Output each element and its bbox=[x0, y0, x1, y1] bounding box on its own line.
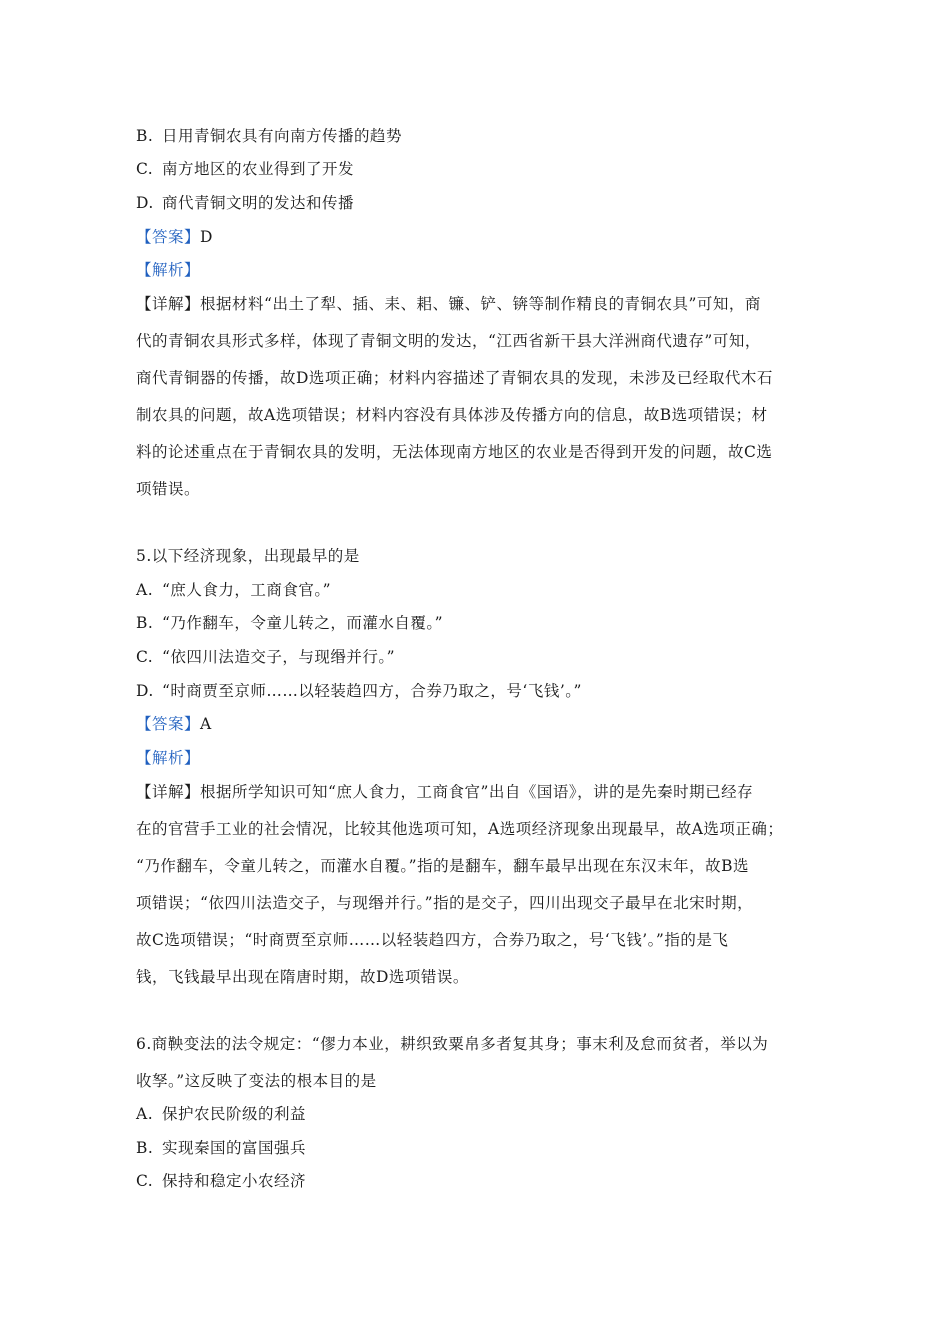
q5-detail-line: 故C选项错误；“时商贾至京师……以轻装趋四方，合券乃取之，号‘飞钱’。”指的是飞 bbox=[136, 931, 729, 949]
q5-detail-line: “乃作翻车，令童儿转之，而灌水自覆。”指的是翻车，翻车最早出现在东汉末年，故B选 bbox=[136, 857, 749, 875]
q4-analysis-heading bbox=[136, 260, 826, 280]
q4-option-c: C. 南方地区的农业得到了开发 bbox=[136, 160, 355, 178]
q6-stem-line: 收孥。”这反映了变法的根本目的是 bbox=[136, 1072, 377, 1090]
q6-stem-line: 6.商鞅变法的法令规定：“僇力本业，耕织致粟帛多者复其身；事末利及怠而贫者，举以为 bbox=[136, 1035, 769, 1053]
q5-answer bbox=[136, 714, 826, 734]
q4-detail-line: 项错误。 bbox=[136, 480, 201, 498]
q6-option-a: A. 保护农民阶级的利益 bbox=[136, 1105, 307, 1123]
q6-option-b: B. 实现秦国的富国强兵 bbox=[136, 1139, 307, 1157]
q5-detail-line: 【详解】根据所学知识可知“庶人食力，工商食官”出自《国语》，讲的是先秦时期已经存 bbox=[136, 783, 754, 801]
detail-tag: 【详解】 bbox=[136, 783, 201, 801]
q5-detail-line: 在的官营手工业的社会情况，比较其他选项可知，A选项经济现象出现最早，故A选项正确； bbox=[136, 820, 784, 838]
q5-detail-line: 钱，飞钱最早出现在隋唐时期，故D选项错误。 bbox=[136, 968, 469, 986]
detail-tag: 【详解】 bbox=[136, 295, 201, 313]
q5-stem: 5.以下经济现象，出现最早的是 bbox=[136, 547, 360, 565]
q5-analysis-heading bbox=[136, 748, 826, 768]
answer-value: D bbox=[200, 228, 213, 246]
answer-value: A bbox=[200, 715, 212, 733]
q4-detail-line: 【详解】根据材料“出土了犁、插、耒、耜、镰、铲、锛等制作精良的青铜农具”可知，商 bbox=[136, 295, 761, 313]
q5-detail-line: 项错误；“依四川法造交子，与现缗并行。”指的是交子，四川出现交子最早在北宋时期， bbox=[136, 894, 754, 912]
q5-option-c: C. “依四川法造交子，与现缗并行。” bbox=[136, 648, 396, 666]
q6-option-c: C. 保持和稳定小农经济 bbox=[136, 1172, 307, 1190]
answer-tag: 【答案】 bbox=[136, 715, 201, 733]
q5-option-a: A. “庶人食力，工商食官。” bbox=[136, 581, 332, 599]
q4-detail-line: 商代青铜器的传播，故D选项正确；材料内容描述了青铜农具的发现，未涉及已经取代木石 bbox=[136, 369, 773, 387]
q4-option-d: D. 商代青铜文明的发达和传播 bbox=[136, 194, 355, 212]
q4-detail-line: 制农具的问题，故A选项错误；材料内容没有具体涉及传播方向的信息，故B选项错误；材 bbox=[136, 406, 768, 424]
q4-answer bbox=[136, 227, 826, 247]
analysis-tag: 【解析】 bbox=[136, 749, 201, 767]
q5-option-b: B. “乃作翻车，令童儿转之，而灌水自覆。” bbox=[136, 614, 444, 632]
q4-detail-line: 料的论述重点在于青铜农具的发明，无法体现南方地区的农业是否得到开发的问题，故C选 bbox=[136, 443, 773, 461]
q4-detail-line: 代的青铜农具形式多样，体现了青铜文明的发达，“江西省新干县大洋洲商代遗存”可知， bbox=[136, 332, 761, 350]
q5-option-d: D. “时商贾至京师……以轻装趋四方，合券乃取之，号‘飞钱’。” bbox=[136, 682, 582, 700]
q4-option-b: B. 日用青铜农具有向南方传播的趋势 bbox=[136, 127, 403, 145]
analysis-tag: 【解析】 bbox=[136, 261, 201, 279]
answer-tag: 【答案】 bbox=[136, 228, 201, 246]
